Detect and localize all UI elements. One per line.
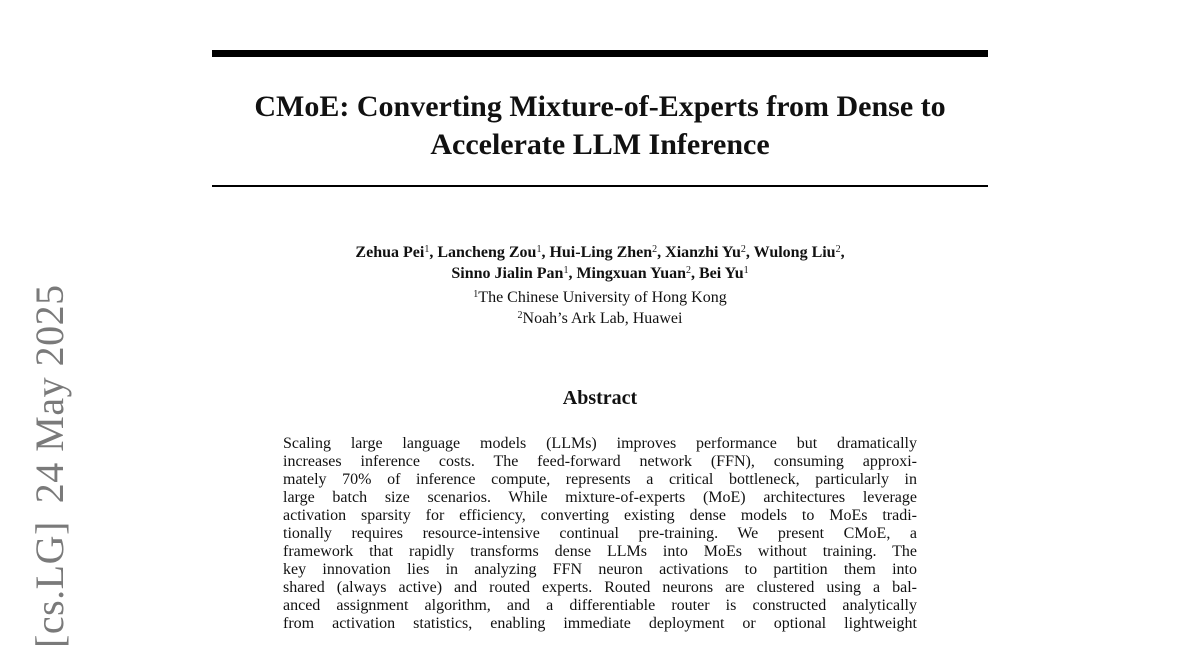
author-affiliation-mark: 2	[740, 244, 746, 255]
affiliation-name: The Chinese University of Hong Kong	[478, 289, 727, 306]
author-name: Zehua Pei	[355, 244, 425, 261]
abstract-heading: Abstract	[562, 387, 638, 409]
abstract-line-cut-off: from activation statistics, enabling immediate deployment or optional lightweight	[283, 615, 917, 632]
paper-title-line-2: Accelerate LLM Inference	[430, 128, 770, 161]
author-list	[200, 242, 1000, 284]
abstract-line: framework that rapidly transforms dense LLMs into MoEs without training. The	[283, 543, 917, 560]
author-name: Hui-Ling Zhen	[549, 244, 653, 261]
author-line-2: Sinno Jialin Pan$^1$, Mingxuan Yuan$^2$, Bei Yu$^1$	[451, 265, 749, 282]
author-affiliation-mark: 1	[563, 265, 569, 276]
arxiv-identifier-stamp	[28, 284, 72, 648]
abstract-body	[283, 435, 917, 632]
abstract-line: increases inference costs. The feed-forward network (FFN), consuming approxi-	[283, 453, 917, 470]
abstract-line: activation sparsity for efficiency, converting existing dense models to MoEs tradi-	[283, 507, 917, 524]
affiliation-name: Noah’s Ark Lab, Huawei	[522, 310, 683, 327]
author-name: Wulong Liu	[753, 244, 836, 261]
abstract-line: anced assignment algorithm, and a differentiable router is constructed analytically	[283, 597, 917, 614]
author-name: Mingxuan Yuan	[576, 265, 686, 282]
title-bottom-rule	[212, 185, 988, 187]
abstract-line: Scaling large language models (LLMs) improves performance but dramatically	[283, 435, 917, 452]
paper-title-line-1: CMoE: Converting Mixture-of-Experts from Dense to	[254, 90, 946, 123]
abstract-line: large batch size scenarios. While mixture-of-experts (MoE) architectures leverage	[283, 489, 917, 506]
author-name: Xianzhi Yu	[665, 244, 741, 261]
affiliation-mark: 1	[473, 289, 479, 300]
affiliation	[200, 287, 1000, 308]
paper-title	[200, 88, 1000, 164]
arxiv-date: 24 May 2025	[27, 284, 72, 504]
affiliation	[200, 308, 1000, 329]
author-affiliation-mark: 1	[536, 244, 542, 255]
abstract-line: tionally requires resource-intensive continual pre-training. We present CMoE, a	[283, 525, 917, 542]
author-name: Sinno Jialin Pan	[451, 265, 564, 282]
affiliation-mark: 2	[517, 310, 523, 321]
abstract-line: mately 70% of inference compute, represents a critical bottleneck, particularly in	[283, 471, 917, 488]
affiliation-list	[200, 287, 1000, 329]
author-affiliation-mark: 2	[685, 265, 691, 276]
title-top-rule	[212, 50, 988, 57]
arxiv-category: [cs.LG]	[27, 521, 72, 648]
author-affiliation-mark: 1	[424, 244, 430, 255]
author-line-1: Zehua Pei$^1$, Lancheng Zou$^1$, Hui-Ling Zhen$^2$, Xianzhi Yu$^2$, Wulong Liu$^2$,	[355, 244, 845, 261]
author-affiliation-mark: 2	[652, 244, 658, 255]
author-affiliation-mark: 1	[743, 265, 749, 276]
author-name: Bei Yu	[698, 265, 744, 282]
author-name: Lancheng Zou	[437, 244, 537, 261]
abstract-line: key innovation lies in analyzing FFN neuron activations to partition them into	[283, 561, 917, 578]
abstract-line: shared (always active) and routed experts. Routed neurons are clustered using a bal-	[283, 579, 917, 596]
author-affiliation-mark: 2	[835, 244, 841, 255]
